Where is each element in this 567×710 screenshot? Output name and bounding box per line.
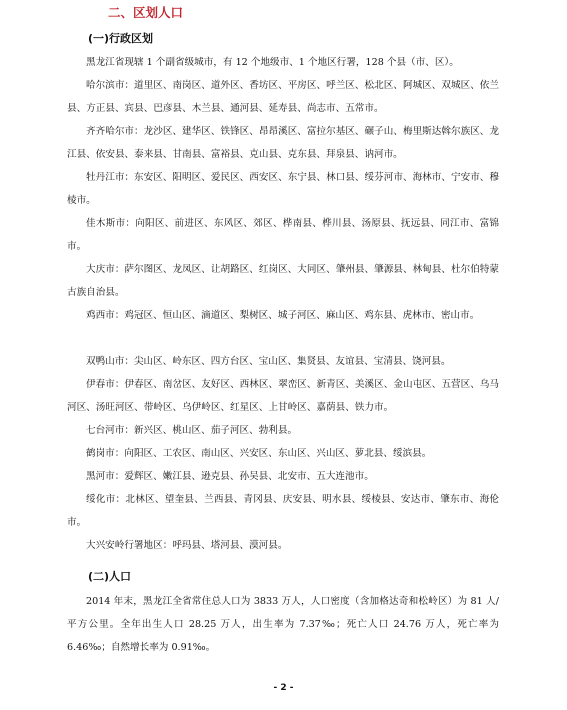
- paragraph-daqing: 大庆市：萨尔图区、龙凤区、让胡路区、红岗区、大同区、肇州县、肇源县、林甸县、杜尔伯特蒙古族自治县。: [67, 264, 499, 298]
- paragraph-heihe: 黑河市：爱辉区、嫩江县、逊克县、孙吴县、北安市、五大连池市。: [86, 471, 374, 482]
- paragraph-shuangyashan: 双鸭山市：尖山区、岭东区、四方台区、宝山区、集贤县、友谊县、宝清县、饶河县。: [86, 356, 451, 367]
- paragraph-yichun: 伊春市：伊春区、南岔区、友好区、西林区、翠峦区、新青区、美溪区、金山屯区、五营区、乌马河区、汤旺河区、带岭区、乌伊岭区、红星区、上甘岭区、嘉荫县、铁力市。: [67, 379, 499, 413]
- paragraph-qiqihar: 齐齐哈尔市：龙沙区、建华区、铁锋区、昂昂溪区、富拉尔基区、碾子山、梅里斯达斡尔族区、龙江县、依安县、泰来县、甘南县、富裕县、克山县、克东县、拜泉县、讷河市。: [67, 126, 499, 160]
- paragraph-suihua: 绥化市：北林区、望奎县、兰西县、青冈县、庆安县、明水县、绥棱县、安达市、肇东市、海伦市。: [67, 494, 499, 528]
- paragraph-population: 2014 年末，黑龙江全省常住总人口为 3833 万人，人口密度（含加格达奇和松岭区）为 81 人/平方公里。全年出生人口 28.25 万人，出生率为 7.37‰；死亡人口 24.76 万人，死亡率为 6.46‰；自然增长率为 0.91‰。: [67, 596, 499, 653]
- paragraph-harbin: 哈尔滨市：道里区、南岗区、道外区、香坊区、平房区、呼兰区、松北区、阿城区、双城区、依兰县、方正县、宾县、巴彦县、木兰县、通河县、延寿县、尚志市、五常市。: [67, 80, 499, 114]
- subsection-title-population: (二)人口: [88, 570, 132, 583]
- paragraph-mudanjiang: 牡丹江市：东安区、阳明区、爱民区、西安区、东宁县、林口县、绥芬河市、海林市、宁安市、穆棱市。: [67, 172, 499, 206]
- page-number: - 2 -: [273, 683, 294, 693]
- paragraph-jixi: 鸡西市：鸡冠区、恒山区、滴道区、梨树区、城子河区、麻山区、鸡东县、虎林市、密山市。: [86, 310, 480, 321]
- paragraph-jiamusi: 佳木斯市：向阳区、前进区、东风区、郊区、桦南县、桦川县、汤原县、抚远县、同江市、富锦市。: [67, 218, 499, 252]
- paragraph-daxinganling: 大兴安岭行署地区：呼玛县、塔河县、漠河县。: [86, 540, 288, 551]
- paragraph-qitaihe: 七台河市：新兴区、桃山区、茄子河区、勃利县。: [86, 425, 298, 436]
- paragraph-overview: 黑龙江省现辖 1 个副省级城市，有 12 个地级市、1 个地区行署，128 个县（市、区）。: [86, 57, 459, 68]
- subsection-title-admin-division: (一)行政区划: [88, 32, 154, 45]
- section-title: 二、区划人口: [108, 5, 184, 20]
- paragraph-hegang: 鹤岗市：向阳区、工农区、南山区、兴安区、东山区、兴山区、萝北县、绥滨县。: [86, 448, 432, 459]
